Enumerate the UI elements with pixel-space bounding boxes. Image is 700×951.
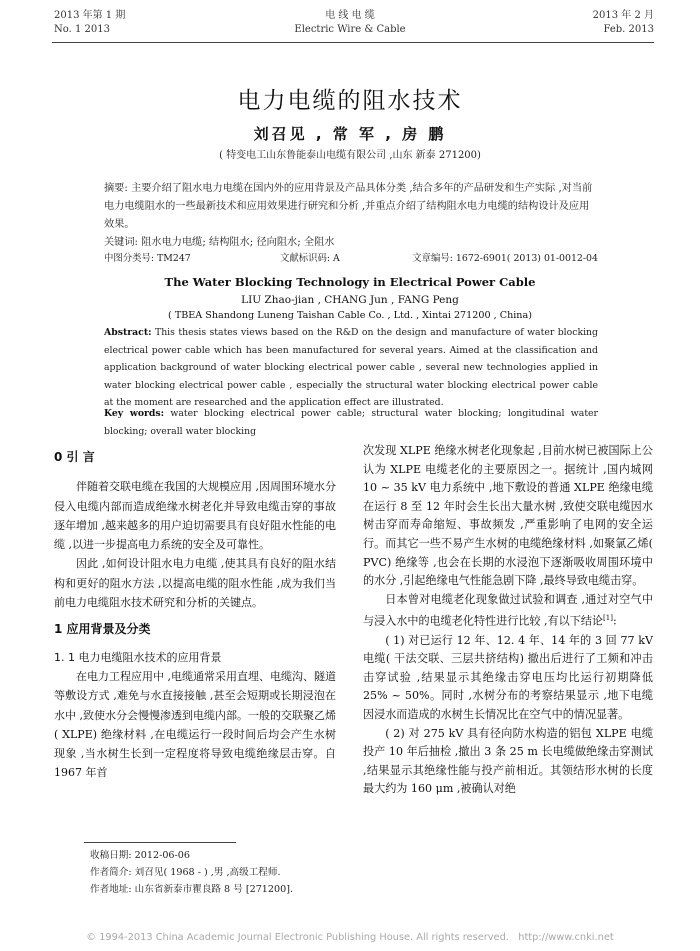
right-paragraph-4: ( 2) 对 275 kV 具有径向防水构造的铝包 XLPE 电缆投产 10 年后抽检 ,撤出 3 条 25 m 长电缆做绝缘击穿测试 ,结果显示其绝缘性能与投产前相近。其领结形水树的长度最大约为 160 μm ,被确认对绝 [363, 726, 653, 796]
keywords-cn-text: 阻水电力电缆; 结构阻水; 径向阻水; 全阻水 [141, 237, 335, 248]
copyright-text: © 1994-2013 China Academic Journal Electronic Publishing House. All rights reserved. [86, 932, 509, 943]
journal-name-cn: 电 线 电 缆 [325, 10, 375, 21]
paper-title: 电力电缆的阻水技术 [237, 88, 463, 114]
section-1-heading: 1 应用背景及分类 [54, 622, 151, 637]
author-list: 刘召见 , 常 军 , 房 鹏 [253, 125, 447, 143]
copyright-footer [0, 932, 700, 943]
section-0-heading: 0 引 言 [54, 450, 95, 464]
keywords-en-text: water blocking electrical power cable; structural water blocking; longitudinal water blocking; overall water blocking [104, 408, 598, 437]
paper-title-en: The Water Blocking Technology in Electrical Power Cable [164, 275, 536, 289]
right-paragraph-2-text: 日本曾对电缆老化现象做过试验和调查 ,通过对空气中与浸入水中的电缆老化特性进行比较 ,有以下结论 [363, 592, 653, 629]
running-header-left [54, 9, 125, 37]
header-divider [52, 42, 654, 43]
right-paragraph-3: ( 1) 对已运行 12 年、12. 4 年、14 年的 3 回 77 kV 电缆( 干法交联、三层共挤结构) 撤出后进行了工频和冲击击穿试验 ,结果显示其绝缘击穿电压均比运行初期降低 25% ~ 50%。同时 ,水树分布的考察结果显示 ,地下电缆因浸水而造成的水树生长情况比在空气中的情况显著。 [363, 633, 653, 721]
issue-en: No. 1 2013 [54, 24, 110, 35]
footnote-address: 作者地址: 山东省新泰市瞿良路 8 号 [271200]. [90, 884, 294, 895]
article-number: 文章编号: 1672-6901( 2013) 01-0012-04 [412, 253, 598, 264]
intro-paragraph-2: 因此 ,如何设计阻水电力电缆 ,使其具有良好的阻水结构和更好的阻水方法 ,以提高电缆的阻水性能 ,成为我们当前电力电缆阻水技术研究和分析的关键点。 [54, 557, 336, 610]
subsection-1-1-heading: 1. 1 电力电缆阻水技术的应用背景 [54, 650, 222, 664]
keywords-cn [104, 233, 598, 248]
author-list-en: LIU Zhao-jian , CHANG Jun , FANG Peng [241, 294, 459, 306]
abstract-en-label: Abstract: [104, 327, 152, 338]
running-header-center [250, 9, 450, 37]
issue-cn: 2013 年第 1 期 [54, 10, 126, 21]
abstract-cn-text: 主要介绍了阻水电力电缆在国内外的应用背景及产品具体分类 ,结合多年的产品研发和生产实际 ,对当前电力电缆阻水的一些最新技术和应用效果进行研究和分析 ,并重点介绍了结构阻水电力电缆的结构设计及应用效果。 [104, 183, 593, 230]
footnote-author-bio: 作者简介: 刘召见( 1968 - ) ,男 ,高级工程师. [90, 867, 281, 878]
footnote-divider [84, 842, 236, 843]
clc-number: 中图分类号: TM247 [104, 253, 191, 264]
abstract-en-text: This thesis states views based on the R&D on the design and manufacture of water blocking electrical power cable which has been manufactured for several years. Aimed at the classification and application background of water blocking electrical power cable , several new technologies applied in water blocking electrical power cable , especially the structural water blocking electrical power cable at the moment are researched and the application effect are illustrated. [104, 327, 598, 408]
background-paragraph-1: 在电力工程应用中 ,电缆通常采用直埋、电缆沟、隧道等敷设方式 ,难免与水直接接触 ,甚至会短期或长期浸泡在水中 ,致使水分会慢慢渗透到电缆内部。一般的交联聚乙烯( XLPE) 绝缘材料 ,在电缆运行一段时间后均会产生水树现象 ,当水树生长到一定程度将导致电缆绝缘层击穿。自 1967 年首 [54, 669, 336, 780]
abstract-cn [104, 180, 598, 234]
keywords-en [104, 405, 598, 440]
journal-name-en: Electric Wire & Cable [294, 24, 406, 35]
date-cn: 2013 年 2 月 [592, 10, 654, 21]
citation-ref-1[interactable]: [1] [603, 614, 613, 623]
abstract-en [104, 324, 598, 412]
intro-paragraph-1: 伴随着交联电缆在我国的大规模应用 ,因周围环境水分侵入电缆内部而造成绝缘水树老化并导致电缆击穿的事故逐年增加 ,越来越多的用户迫切需要具有良好阻水性能的电缆 ,以进一步提高电力系统的安全及可靠性。 [54, 480, 336, 552]
affiliation: ( 特变电工山东鲁能泰山电缆有限公司 ,山东 新泰 271200) [219, 150, 481, 161]
keywords-cn-label: 关键词: [104, 237, 138, 248]
footnote-received: 收稿日期: 2012-06-06 [90, 850, 190, 861]
date-en: Feb. 2013 [603, 24, 654, 35]
body-left-column [54, 442, 336, 783]
right-paragraph-2-tail: : [612, 615, 617, 629]
footer-link[interactable]: http://www.cnki.net [518, 932, 614, 943]
abstract-cn-label: 摘要: [104, 183, 128, 194]
body-right-column [363, 442, 653, 799]
right-paragraph-1: 次发现 XLPE 绝缘水树老化现象起 ,目前水树已被国际上公认为 XLPE 电缆老化的主要原因之一。据统计 ,国内城网 10 ~ 35 kV 电力系统中 ,地下敷设的普通 XLPE 绝缘电缆在运行 8 至 12 年时会生长出大量水树 ,致使交联电缆因水树击穿而寿命缩短、事故频发 ,严重影响了电网的安全运行。而其它一些不易产生水树的电缆绝缘材料 ,如聚氯乙烯( PVC) 绝缘等 ,也会在长期的水浸泡下逐渐吸收周围环境中的水分 ,引起绝缘电气性能急剧下降 ,最终导致电缆击穿。 [363, 444, 653, 588]
running-header-right [593, 9, 654, 37]
document-code: 文献标识码: A [280, 253, 340, 264]
keywords-en-label: Key words: [104, 408, 165, 419]
affiliation-en: ( TBEA Shandong Luneng Taishan Cable Co. , Ltd. , Xintai 271200 , China) [168, 310, 532, 321]
right-paragraph-2 [363, 591, 653, 632]
